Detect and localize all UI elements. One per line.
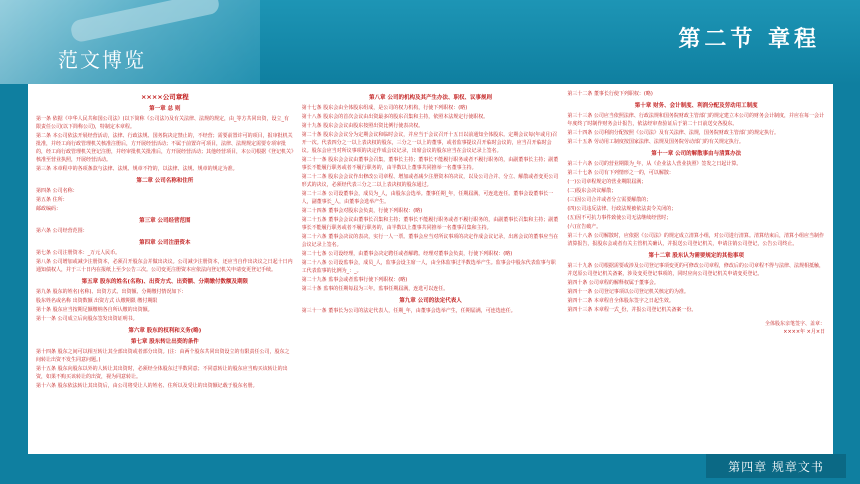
article-paragraph: (五)因不可抗力事件致使公司无法继续经营时； [567, 215, 672, 221]
article-paragraph: 第三十二条 董事长行使下列职权：(略) [567, 91, 653, 97]
article-paragraph: 第三十条 监事的任期每届为三年。监事任期届满，连选可以连任。 [301, 286, 449, 292]
article-paragraph: 第十七条 股东会由全体股东组成，是公司的权力机构，行使下列职权：(略) [301, 105, 468, 111]
chapter-heading: 第二章 公司名称和住所 [136, 178, 194, 184]
article-paragraph: 第一条 依据《中华人民共和国公司法》(以下简称《公司法》)及有关法律、法规的规定，由_等方共同出资，设立_有限责任公司(以下简称公司)，特制定本章程。 [36, 116, 289, 130]
chapter-heading: 第十二章 股东认为需要规定的其他事项 [648, 253, 744, 259]
chapter-heading: 第四章 公司注册资本 [139, 240, 191, 246]
date-line: ××××年 ×月×日 [783, 329, 826, 335]
article-paragraph: (一)公司章程规定的营业期限届满； [567, 179, 647, 185]
article-paragraph: (二)股东会决议解散； [567, 188, 617, 194]
article-paragraph: 第三十五条 劳动用工制度按国家法律、法规及国务院劳动部门的有关规定执行。 [567, 139, 744, 145]
article-paragraph: 第三十六条 公司的营业期限为_年，从《企业法人营业执照》签发之日起计算。 [567, 161, 742, 167]
article-paragraph: 第二十九条 监事会或者监事行使下列职权：(略) [301, 277, 408, 283]
article-paragraph: 第二十八条 公司设监事会，成员_人，监事会设主席一人，由全体监事过半数选举产生。监事会中股东代表监事与职工代表监事的比例为_：_。 [301, 260, 556, 274]
article-paragraph: 第十四条 股东之间可以相互转让其全部出资或者部分出资。(注：由两个股东共同出资设立的有限责任公司，股东之间转让出资不发生同意问题。) [36, 349, 290, 363]
article-paragraph: 第三十四条 公司利润分配按照《公司法》及有关法律、法规，国务院财政主管部门的规定执行。 [567, 130, 779, 136]
document-column-1 [36, 90, 294, 448]
chapter-heading: 第十一章 公司的解散事由与清算办法 [651, 151, 742, 157]
article-paragraph: (三)因公司合并或者分立需要解散的； [567, 197, 652, 203]
article-paragraph: 第二十六条 董事会决议的表决，实行一人一票。董事会应当对所议事项的决定作成会议记录，出席会议的董事应当在会议记录上签名。 [301, 234, 559, 248]
article-paragraph: 第四十条 公司章程的解释权属于董事会。 [567, 280, 659, 286]
article-paragraph: 第二十五条 董事会会议由董事长召集和主持；董事长不能履行职务或者不履行职务的，由副董事长召集和主持；副董事长不能履行职务或者不履行职务的，由半数以上董事共同推举一名董事召集和主持。 [301, 217, 559, 231]
article-paragraph: 第十九条 股东会会议由股东按照出资比例行使表决权。 [301, 123, 424, 129]
article-paragraph: 第三条 本章程中的各项条款与法律、法规、规章不符的，以法律、法规、规章的规定为准。 [36, 166, 238, 172]
article-paragraph: 股东姓名或名称 出资数额 出资方式 认缴期限 缴付期限 [36, 298, 158, 304]
document-column-3 [567, 90, 825, 448]
document-title: ××××公司章程 [140, 93, 189, 101]
signature-line: 全体股东亲笔签字、盖章： [765, 321, 826, 327]
article-paragraph: 第四条 公司名称： [36, 188, 78, 194]
article-paragraph: 第三十八条 公司解散时，应依据《公司法》的规定成立清算小组，对公司进行清算。清算结束后，清算小组应当制作清算报告，报股东会或者有关主管机关确认，并报送公司登记机关，申请注销公司登记，公告公司终止。 [567, 233, 824, 247]
chapter-heading: 第十章 财务、会计制度、利润分配及劳动用工制度 [634, 103, 758, 109]
document-column-2 [302, 90, 560, 448]
article-paragraph: 第十六条 股东依法转让其出资后，由公司将受让人的姓名、住所以及受让的出资额记载于股东名册。 [36, 383, 258, 389]
section-title: 第二节 章程 [678, 27, 820, 52]
chapter-heading: 第五章 股东的姓名(名称)、出资方式、出资额、分期缴付数额及期限 [81, 279, 249, 285]
article-paragraph: 第八条 公司增加或减少注册资本，必须召开股东会并做出决议。公司减少注册资本，还应当自作出决议之日起十日内通知债权人，并于三十日内在报纸上至少公告三次。公司变更注册资本应依法向登记机关申请变更登记手续。 [36, 259, 293, 273]
article-paragraph: 第九条 股东的姓名(名称)、出资方式、出资额、分期缴付情况如下： [36, 289, 187, 295]
article-paragraph: (四)公司违反法律、行政法规被依法责令关闭的； [567, 206, 677, 212]
article-paragraph: 第三十三条 公司应当依照法律、行政法规和国务院财政主管部门的规定建立本公司的财务会计制度，并应在每一会计年度终了时制作财务会计报告，依法经审查验证后于第二十日前送交各股东。 [567, 113, 824, 127]
article-paragraph: 第三十九条 公司根据需要或涉及公司登记事项变更的可修改公司章程，修改后的公司章程不得与法律、法规相抵触，并送原公司登记机关备案，涉及变更登记事项的，同时应向公司登记机关申请变更登记。 [567, 263, 824, 277]
article-paragraph: (六)宣告破产。 [567, 224, 602, 230]
chapter-heading: 第六章 股东的权利和义务(略) [128, 328, 202, 334]
article-paragraph: 第十五条 股东向股东以外的人转让其出资时，必须经全体股东过半数同意；不同意转让的股东应当购买该转让的出资，如果不购买该转让的出资，视为同意转让。 [36, 366, 288, 380]
article-paragraph: 邮政编码： [36, 206, 62, 212]
article-paragraph: 第十八条 股东会的首次会议由出资最多的股东召集和主持，依照本法规定行使职权。 [301, 114, 489, 120]
article-paragraph: 第四十二条 本章程自全体股东签字之日起生效。 [567, 298, 674, 304]
article-paragraph: 第二十四条 董事会对股东会负责，行使下列职权：(略) [301, 208, 423, 214]
chapter-heading: 第一章 总 则 [149, 106, 181, 112]
chapter-heading: 第七章 股东转让出资的条件 [130, 339, 199, 345]
chapter-heading: 第三章 公司经营范围 [139, 218, 191, 224]
article-paragraph: 第三十七条 公司有下列情形之一的，可以解散： [567, 170, 674, 176]
article-paragraph: 第四十一条 公司登记事项以公司登记机关核定的为准。 [567, 289, 689, 295]
article-paragraph: 第三十一条 董事长为公司的法定代表人，任期_年，由董事会选举产生，任期届满，可连选连任。 [301, 308, 516, 314]
article-paragraph: 第十一条 公司成立后向股东签发出资证明书。 [36, 316, 138, 322]
chapter-heading: 第九章 公司的法定代表人 [399, 298, 462, 304]
article-paragraph: 第十条 股东应当按期足额缴纳各自所认缴的出资额。 [36, 307, 153, 313]
article-paragraph: 第七条 公司注册资本：_万元人民币。 [36, 250, 121, 256]
article-paragraph: 第二十二条 股东会会议作出修改公司章程、增加或者减少注册资本的决议，以及公司合并、分立、解散或者变更公司形式的决议，必须经代表三分之二以上表决权的股东通过。 [301, 174, 559, 188]
article-paragraph: 第六条 公司经营范围： [36, 228, 88, 234]
document-page [28, 84, 833, 454]
article-paragraph: 第二十一条 股东会会议由董事会召集，董事长主持；董事长不能履行职务或者不履行职务的，由副董事长主持；副董事长不能履行职务或者不履行职务的，由半数以上董事共同推举一名董事主持。 [301, 157, 559, 171]
article-paragraph: 第二十七条 公司设经理，由董事会决定聘任或者解聘。经理对董事会负责，行使下列职权：(略) [301, 251, 513, 257]
article-paragraph: 第四十三条 本章程一式_份，并报公司登记机关备案一份。 [567, 307, 697, 313]
brand-title: 范文博览 [58, 48, 146, 72]
article-paragraph: 第二条 本公司依法开展经营活动，法律、行政法规、国务院决定禁止的，不经营；需要前置许可的项目，报审批机关批准，并经工商行政管理机关核准注册后，方开展经营活动；不属于前置许可项目，法律、法规规定需要专项审批的，经工商行政管理机关登记注册，并经审批机关批准后，方开展经营活动；其他经营项目，本公司根据《登记机关》核准至营业执照，开展经营活动。 [36, 133, 294, 163]
article-paragraph: 第二十三条 公司设董事会，成员为_人，由股东会选举。董事任期_年，任期届满，可连选连任。董事会设董事长一人，副董事长_人，由董事会选举产生。 [301, 191, 554, 205]
article-paragraph: 第二十条 股东会会议分为定期会议和临时会议，并应当于会议召开十五日以前通知全体股东。定期会议每(年或月)召开一次。代表四分之一以上表决权的股东，三分之一以上的董事，或者监事提议召开临时会议的，应当召开临时会议。股东会应当对所议事项的决定作成会议记录，出席会议的股东应当在会议记录上签名。 [301, 132, 558, 154]
chapter-heading: 第八章 公司的机构及其产生办法、职权、议事规则 [369, 95, 492, 101]
article-paragraph: 第五条 住所： [36, 197, 68, 203]
footer-chapter-label: 第四章 规章文书 [706, 454, 846, 478]
